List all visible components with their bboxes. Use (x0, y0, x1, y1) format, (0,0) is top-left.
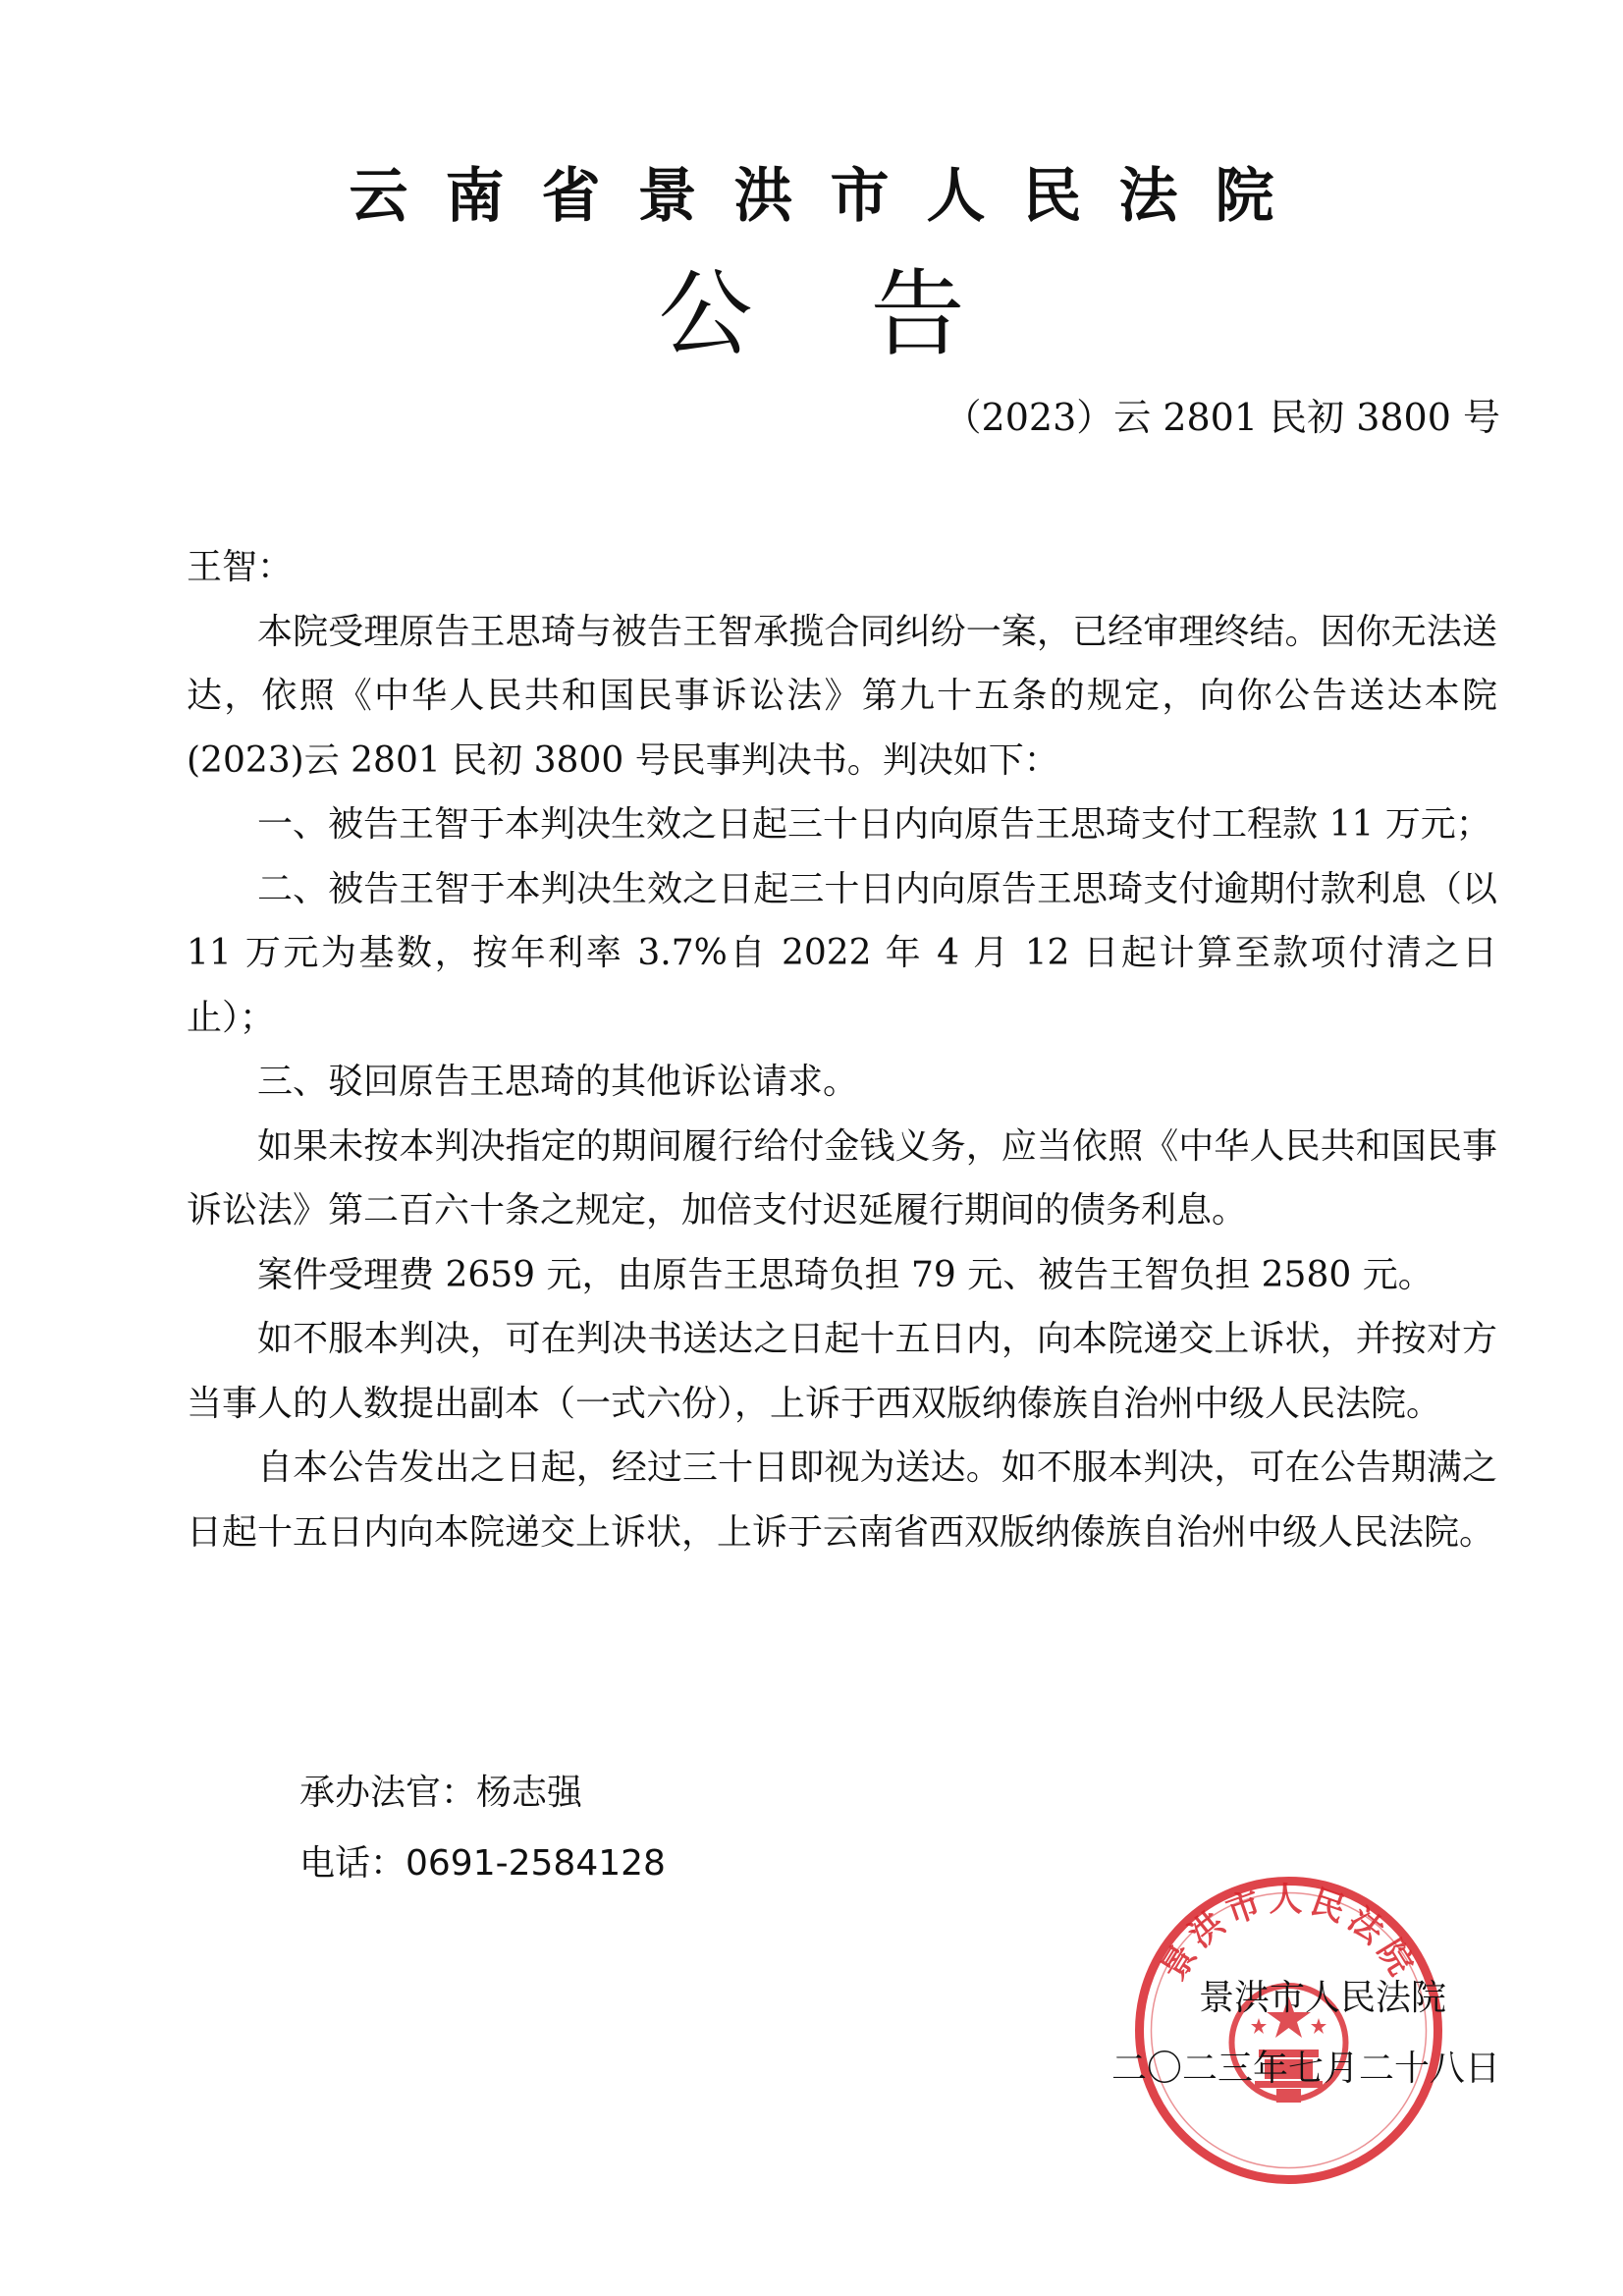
svg-text:景洪市人民法院 (1154, 1881, 1424, 1988)
paragraph-ruling-1: 一、被告王智于本判决生效之日起三十日内向原告王思琦支付工程款 11 万元； (257, 804, 1491, 845)
judge-name: 承办法官：杨志强 (299, 1773, 583, 1813)
paragraph-late-interest: 如果未按本判决指定的期间履行给付金钱义务，应当依照《中华人民共和国民事诉讼法》第二百六十条之规定，加倍支付迟延履行期间的债务利息。 (187, 1125, 1497, 1230)
issue-date: 二〇二三年七月二十八日 (1110, 2049, 1500, 2089)
notice-body (187, 535, 1497, 1564)
case-number: （2023）云 2801 民初 3800 号 (944, 396, 1500, 439)
paragraph-ruling-2: 二、被告王智于本判决生效之日起三十日内向原告王思琦支付逾期付款利息（以 11 万元为基数，按年利率 3.7%自 2022 年 4 月 12 日起计算至款项付清之日止）； (187, 868, 1497, 1038)
paragraph-court-fee: 案件受理费 2659 元，由原告王思琦负担 79 元、被告王智负担 2580 元。 (257, 1254, 1434, 1295)
issuing-court: 景洪市人民法院 (1198, 1978, 1446, 2018)
paragraph-intro: 本院受理原告王思琦与被告王智承揽合同纠纷一案，已经审理终结。因你无法送达，依照《中华人民共和国民事诉讼法》第九十五条的规定，向你公告送达本院(2023)云 2801 民初 3800 号民事判决书。判决如下： (187, 611, 1497, 781)
document-title: 公告 (658, 259, 1083, 369)
seal-graphic (1129, 1871, 1448, 2190)
paragraph-appeal: 如不服本判决，可在判决书送达之日起十五日内，向本院递交上诉状，并按对方当事人的人数提出副本（一式六份），上诉于西双版纳傣族自治州中级人民法院。 (187, 1319, 1497, 1424)
phone-number: 电话：0691-2584128 (299, 1843, 666, 1884)
contact-block (299, 1758, 666, 1899)
addressee: 王智： (187, 547, 294, 587)
court-seal-stamp (1129, 1871, 1448, 2190)
paragraph-ruling-3: 三、驳回原告王思琦的其他诉讼请求。 (257, 1062, 859, 1102)
court-name: 云南省景洪市人民法院 (349, 162, 1312, 231)
seal-text: 景洪市人民法院 (1154, 1880, 1424, 1988)
paragraph-service: 自本公告发出之日起，经过三十日即视为送达。如不服本判决，可在公告期满之日起十五日内向本院递交上诉状，上诉于云南省西双版纳傣族自治州中级人民法院。 (187, 1448, 1497, 1553)
